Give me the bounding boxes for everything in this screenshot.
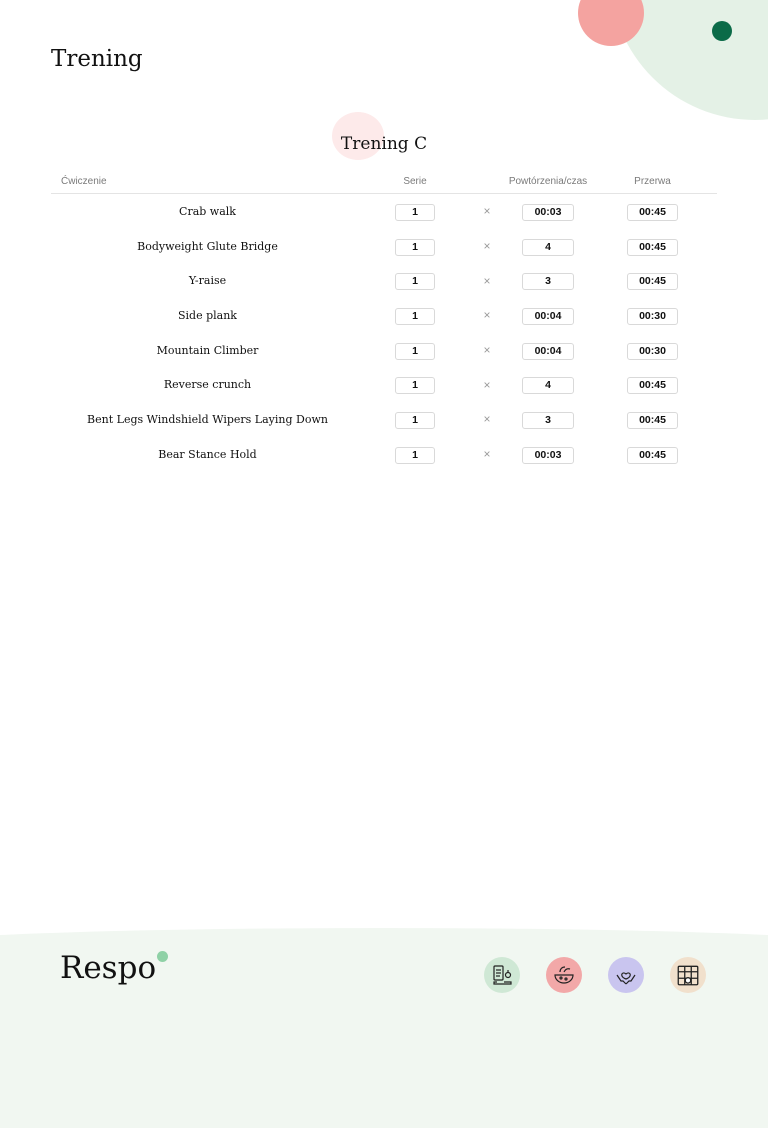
rest-cell	[588, 402, 717, 437]
header-reps: Powtórzenia/czas	[508, 170, 588, 194]
times-icon: ×	[483, 377, 491, 392]
times-icon: ×	[483, 343, 491, 358]
times-cell	[466, 194, 508, 229]
reps-cell	[508, 229, 588, 264]
series-cell	[364, 194, 466, 229]
series-cell	[364, 402, 466, 437]
reps-value: 4	[522, 239, 574, 256]
exercise-name: Side plank	[178, 308, 237, 322]
exercise-row	[51, 298, 717, 333]
rest-value: 00:30	[627, 308, 678, 325]
series-cell	[364, 229, 466, 264]
table-header-row	[51, 170, 717, 194]
series-value: 1	[395, 308, 435, 325]
times-cell	[466, 367, 508, 402]
rest-value: 00:45	[627, 447, 678, 464]
times-cell	[466, 229, 508, 264]
series-cell	[364, 367, 466, 402]
series-cell	[364, 333, 466, 368]
rest-cell	[588, 194, 717, 229]
rest-value: 00:45	[627, 204, 678, 221]
reps-cell	[508, 194, 588, 229]
exercise-name: Mountain Climber	[156, 343, 259, 357]
times-icon: ×	[483, 273, 491, 288]
reps-cell	[508, 437, 588, 472]
calendar-plan-icon	[670, 957, 706, 993]
footer-icon-row	[484, 957, 706, 993]
page-title: Trening	[51, 46, 143, 72]
respo-logo: Respo	[60, 950, 168, 986]
exercise-name: Bent Legs Windshield Wipers Laying Down	[87, 412, 328, 426]
times-icon: ×	[483, 204, 491, 219]
reps-value: 00:04	[522, 308, 574, 325]
times-cell	[466, 333, 508, 368]
rest-cell	[588, 229, 717, 264]
rest-value: 00:45	[627, 239, 678, 256]
series-value: 1	[395, 412, 435, 429]
exercise-row	[51, 263, 717, 298]
reps-cell	[508, 263, 588, 298]
exercise-row	[51, 367, 717, 402]
decorative-green-dot	[712, 21, 732, 41]
workout-heading	[0, 112, 768, 162]
reps-value: 00:04	[522, 343, 574, 360]
reps-cell	[508, 298, 588, 333]
times-cell	[466, 437, 508, 472]
exercise-table	[51, 170, 717, 472]
exercise-name: Bear Stance Hold	[158, 447, 257, 461]
rest-cell	[588, 298, 717, 333]
reps-value: 4	[522, 377, 574, 394]
workout-name: Trening C	[340, 134, 428, 154]
series-value: 1	[395, 273, 435, 290]
reps-value: 3	[522, 273, 574, 290]
rest-cell	[588, 263, 717, 298]
reps-value: 00:03	[522, 447, 574, 464]
series-value: 1	[395, 239, 435, 256]
exercise-row	[51, 194, 717, 229]
times-cell	[466, 298, 508, 333]
reps-value: 3	[522, 412, 574, 429]
series-value: 1	[395, 447, 435, 464]
series-cell	[364, 437, 466, 472]
reps-value: 00:03	[522, 204, 574, 221]
rest-cell	[588, 437, 717, 472]
exercise-row	[51, 333, 717, 368]
reps-cell	[508, 402, 588, 437]
rest-value: 00:45	[627, 377, 678, 394]
times-icon: ×	[483, 447, 491, 462]
exercise-name: Bodyweight Glute Bridge	[137, 239, 278, 253]
meal-bowl-icon	[546, 957, 582, 993]
rest-value: 00:30	[627, 343, 678, 360]
times-icon: ×	[483, 412, 491, 427]
rest-cell	[588, 333, 717, 368]
exercise-row	[51, 229, 717, 264]
reps-cell	[508, 333, 588, 368]
series-cell	[364, 298, 466, 333]
times-cell	[466, 402, 508, 437]
times-icon: ×	[483, 239, 491, 254]
exercise-name: Crab walk	[179, 204, 236, 218]
exercise-row	[51, 402, 717, 437]
nutrition-plan-icon	[484, 957, 520, 993]
exercise-name: Reverse crunch	[163, 378, 252, 392]
rest-value: 00:45	[627, 273, 678, 290]
header-spacer	[466, 170, 508, 194]
exercise-row	[51, 437, 717, 472]
rest-value: 00:45	[627, 412, 678, 429]
logo-dot	[157, 951, 168, 962]
rest-cell	[588, 367, 717, 402]
times-cell	[466, 263, 508, 298]
header-exercise: Ćwiczenie	[51, 170, 364, 194]
series-value: 1	[395, 343, 435, 360]
reps-cell	[508, 367, 588, 402]
times-icon: ×	[483, 308, 491, 323]
header-rest: Przerwa	[588, 170, 717, 194]
exercise-name: Y-raise	[188, 274, 227, 288]
header-series: Serie	[364, 170, 466, 194]
series-cell	[364, 263, 466, 298]
series-value: 1	[395, 377, 435, 394]
series-value: 1	[395, 204, 435, 221]
care-hands-icon	[608, 957, 644, 993]
